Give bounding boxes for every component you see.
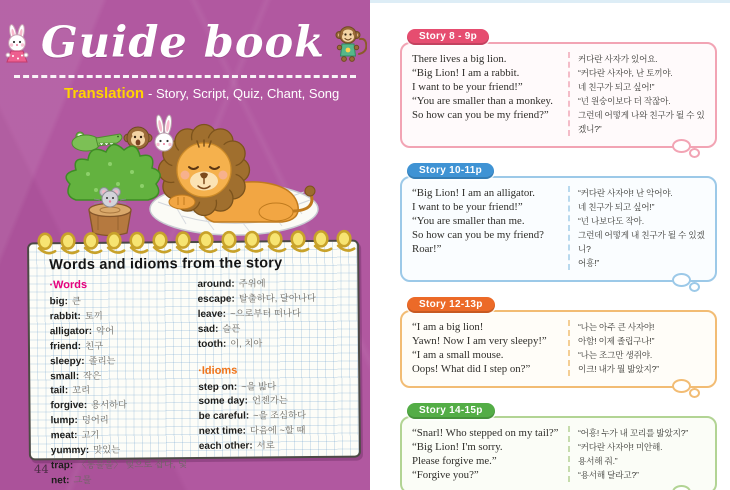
story-box: [400, 310, 717, 388]
english-line: I want to be your friend!”: [412, 201, 523, 213]
vocab-entry: forgive: 용서하다: [50, 399, 128, 412]
english-line: “Snarl! Who stepped on my tail?”: [412, 427, 559, 439]
idioms-column: [197, 276, 351, 487]
english-line: Yawn! Now I am very sleepy!”: [412, 335, 547, 347]
rabbit-face: [155, 115, 173, 151]
vocab-entry: small: 작은: [50, 370, 102, 382]
story-tab: Story 12-13p: [407, 297, 495, 313]
story-section-12-13p: [400, 294, 717, 388]
words-list: [50, 293, 200, 488]
idiom-entry: step on: ~을 밟다: [198, 380, 277, 393]
english-line: I want to be your friend!”: [412, 81, 523, 93]
korean-line: 커다란 사자가 있어요.: [578, 54, 658, 64]
vocab-entry: trap: 〈동물을〉 덫으로 잡다, 덫: [50, 459, 188, 472]
idiom-entry: each other: 서로: [198, 440, 275, 453]
english-line: “You are smaller than me.: [412, 215, 525, 227]
page-number: 44: [34, 462, 49, 476]
story-tab: Story 14-15p: [407, 403, 495, 419]
english-line: “You are smaller than a monkey.: [412, 95, 553, 107]
english-line: “Big Lion! I'm sorry.: [412, 441, 503, 453]
english-line: Roar!”: [412, 243, 442, 255]
dashed-divider: [14, 75, 356, 78]
words-column: [49, 277, 199, 488]
english-line: “Big Lion! I am an alligator.: [412, 187, 535, 199]
vocab-entry: lump: 덩어리: [50, 414, 109, 427]
story-section-10-11p: [400, 160, 717, 282]
vocab-entry: sleepy: 졸리는: [50, 355, 116, 367]
story-tab: Story 8 - 9p: [407, 29, 489, 45]
korean-line: 그런데 어떻게 내 친구가 될 수 있겠니?: [578, 230, 705, 254]
idiom-entry: next time: 다음에 ~할 때: [198, 425, 306, 438]
story-section-14-15p: [400, 400, 717, 490]
vocab-entry: big: 큰: [49, 295, 81, 308]
spiral-binding-icon: [31, 226, 361, 259]
korean-line: “넌 원숭이보다 더 작잖아.: [578, 96, 671, 106]
vocab-entry: tooth: 이, 치아: [197, 338, 263, 350]
translation-label: Translation: [64, 85, 145, 102]
idiom-entry: some day: 언젠가는: [198, 395, 288, 408]
right-page: [370, 0, 730, 490]
english-line: Oops! What did I step on?”: [412, 363, 531, 375]
story-korean-text: [568, 186, 709, 270]
sleeping-lion-illustration: [54, 112, 326, 238]
story-box: [400, 42, 717, 148]
english-line: “I am a big lion!: [412, 321, 484, 333]
idioms-header: ·Idioms: [198, 364, 238, 377]
korean-line: 어흥!”: [578, 258, 600, 268]
korean-line: “어흥! 누가 내 꼬리를 밟았지?”: [578, 428, 688, 438]
korean-line: “나는 아주 큰 사자야!: [578, 322, 655, 332]
korean-line: 네 친구가 되고 싶어!”: [578, 82, 655, 92]
rabbit-icon: [3, 24, 33, 64]
korean-line: “커다란 사자야, 난 토끼야.: [578, 68, 673, 78]
vocab-entry: yummy: 맛있는: [50, 444, 121, 457]
idioms-list: [198, 378, 351, 454]
story-english-text: [412, 426, 568, 482]
vocab-entry: escape: 탈출하다, 달아나다: [197, 292, 316, 305]
story-english-text: [412, 320, 568, 376]
korean-line: 아함! 이제 졸립구나!”: [578, 336, 655, 346]
english-line: Please forgive me.”: [412, 455, 497, 467]
translation-items: - Story, Script, Quiz, Chant, Song: [148, 86, 340, 101]
vocab-entry: around: 주위에: [197, 278, 266, 290]
words-list-2: [197, 276, 350, 352]
notebook-heading: Words and idioms from the story: [49, 255, 283, 274]
korean-line: 그런데 어떻게 나와 친구가 될 수 있겠니?”: [578, 110, 705, 134]
vocab-entry: tail: 꼬리: [50, 385, 91, 397]
story-tab: Story 10-11p: [407, 163, 494, 179]
english-line: There lives a big lion.: [412, 53, 507, 65]
story-english-text: [412, 52, 568, 136]
story-section-8-9p: [400, 26, 717, 148]
korean-line: “커다란 사자야! 미안해.: [578, 442, 663, 452]
korean-line: 이크! 내가 뭘 밟았지?”: [578, 364, 659, 374]
vocab-entry: friend: 친구: [49, 340, 104, 352]
vocab-entry: alligator: 악어: [49, 325, 115, 338]
korean-line: “용서해 달라고?”: [578, 470, 639, 480]
korean-line: 네 친구가 되고 싶어!”: [578, 202, 655, 212]
korean-line: “커다란 사자야! 난 악어야.: [578, 188, 673, 198]
vocab-entry: net: 그물: [51, 474, 92, 487]
korean-line: 용서해 줘.”: [578, 456, 618, 466]
vocab-entry: sad: 슬픈: [197, 323, 241, 335]
vocab-entry: rabbit: 토끼: [49, 310, 103, 323]
english-line: So how can you be my friend?”: [412, 109, 549, 121]
page-title: Guide book: [41, 18, 325, 68]
monkey-face: [124, 127, 152, 149]
english-line: “Big Lion! I am a rabbit.: [412, 67, 520, 79]
english-line: So how can you be my friend?: [412, 229, 544, 241]
korean-line: “넌 나보다도 작아.: [578, 216, 644, 226]
story-box: [400, 176, 717, 282]
english-line: “Forgive you?”: [412, 469, 479, 481]
translation-subtitle: [64, 85, 370, 102]
story-korean-text: [568, 320, 709, 376]
vocab-entry: meat: 고기: [50, 429, 100, 442]
korean-line: “나는 조그만 생쥐야.: [578, 350, 653, 360]
english-line: “I am a small mouse.: [412, 349, 504, 361]
story-korean-text: [568, 52, 709, 136]
story-korean-text: [568, 426, 709, 482]
words-header: ·Words: [49, 278, 88, 292]
idiom-entry: be careful: ~을 조심하다: [198, 410, 307, 423]
vocab-entry: leave: ~으로부터 떠나다: [197, 307, 301, 320]
guide-book-header: [0, 0, 370, 68]
story-box: [400, 416, 717, 490]
monkey-icon: [333, 24, 367, 64]
story-english-text: [412, 186, 568, 270]
